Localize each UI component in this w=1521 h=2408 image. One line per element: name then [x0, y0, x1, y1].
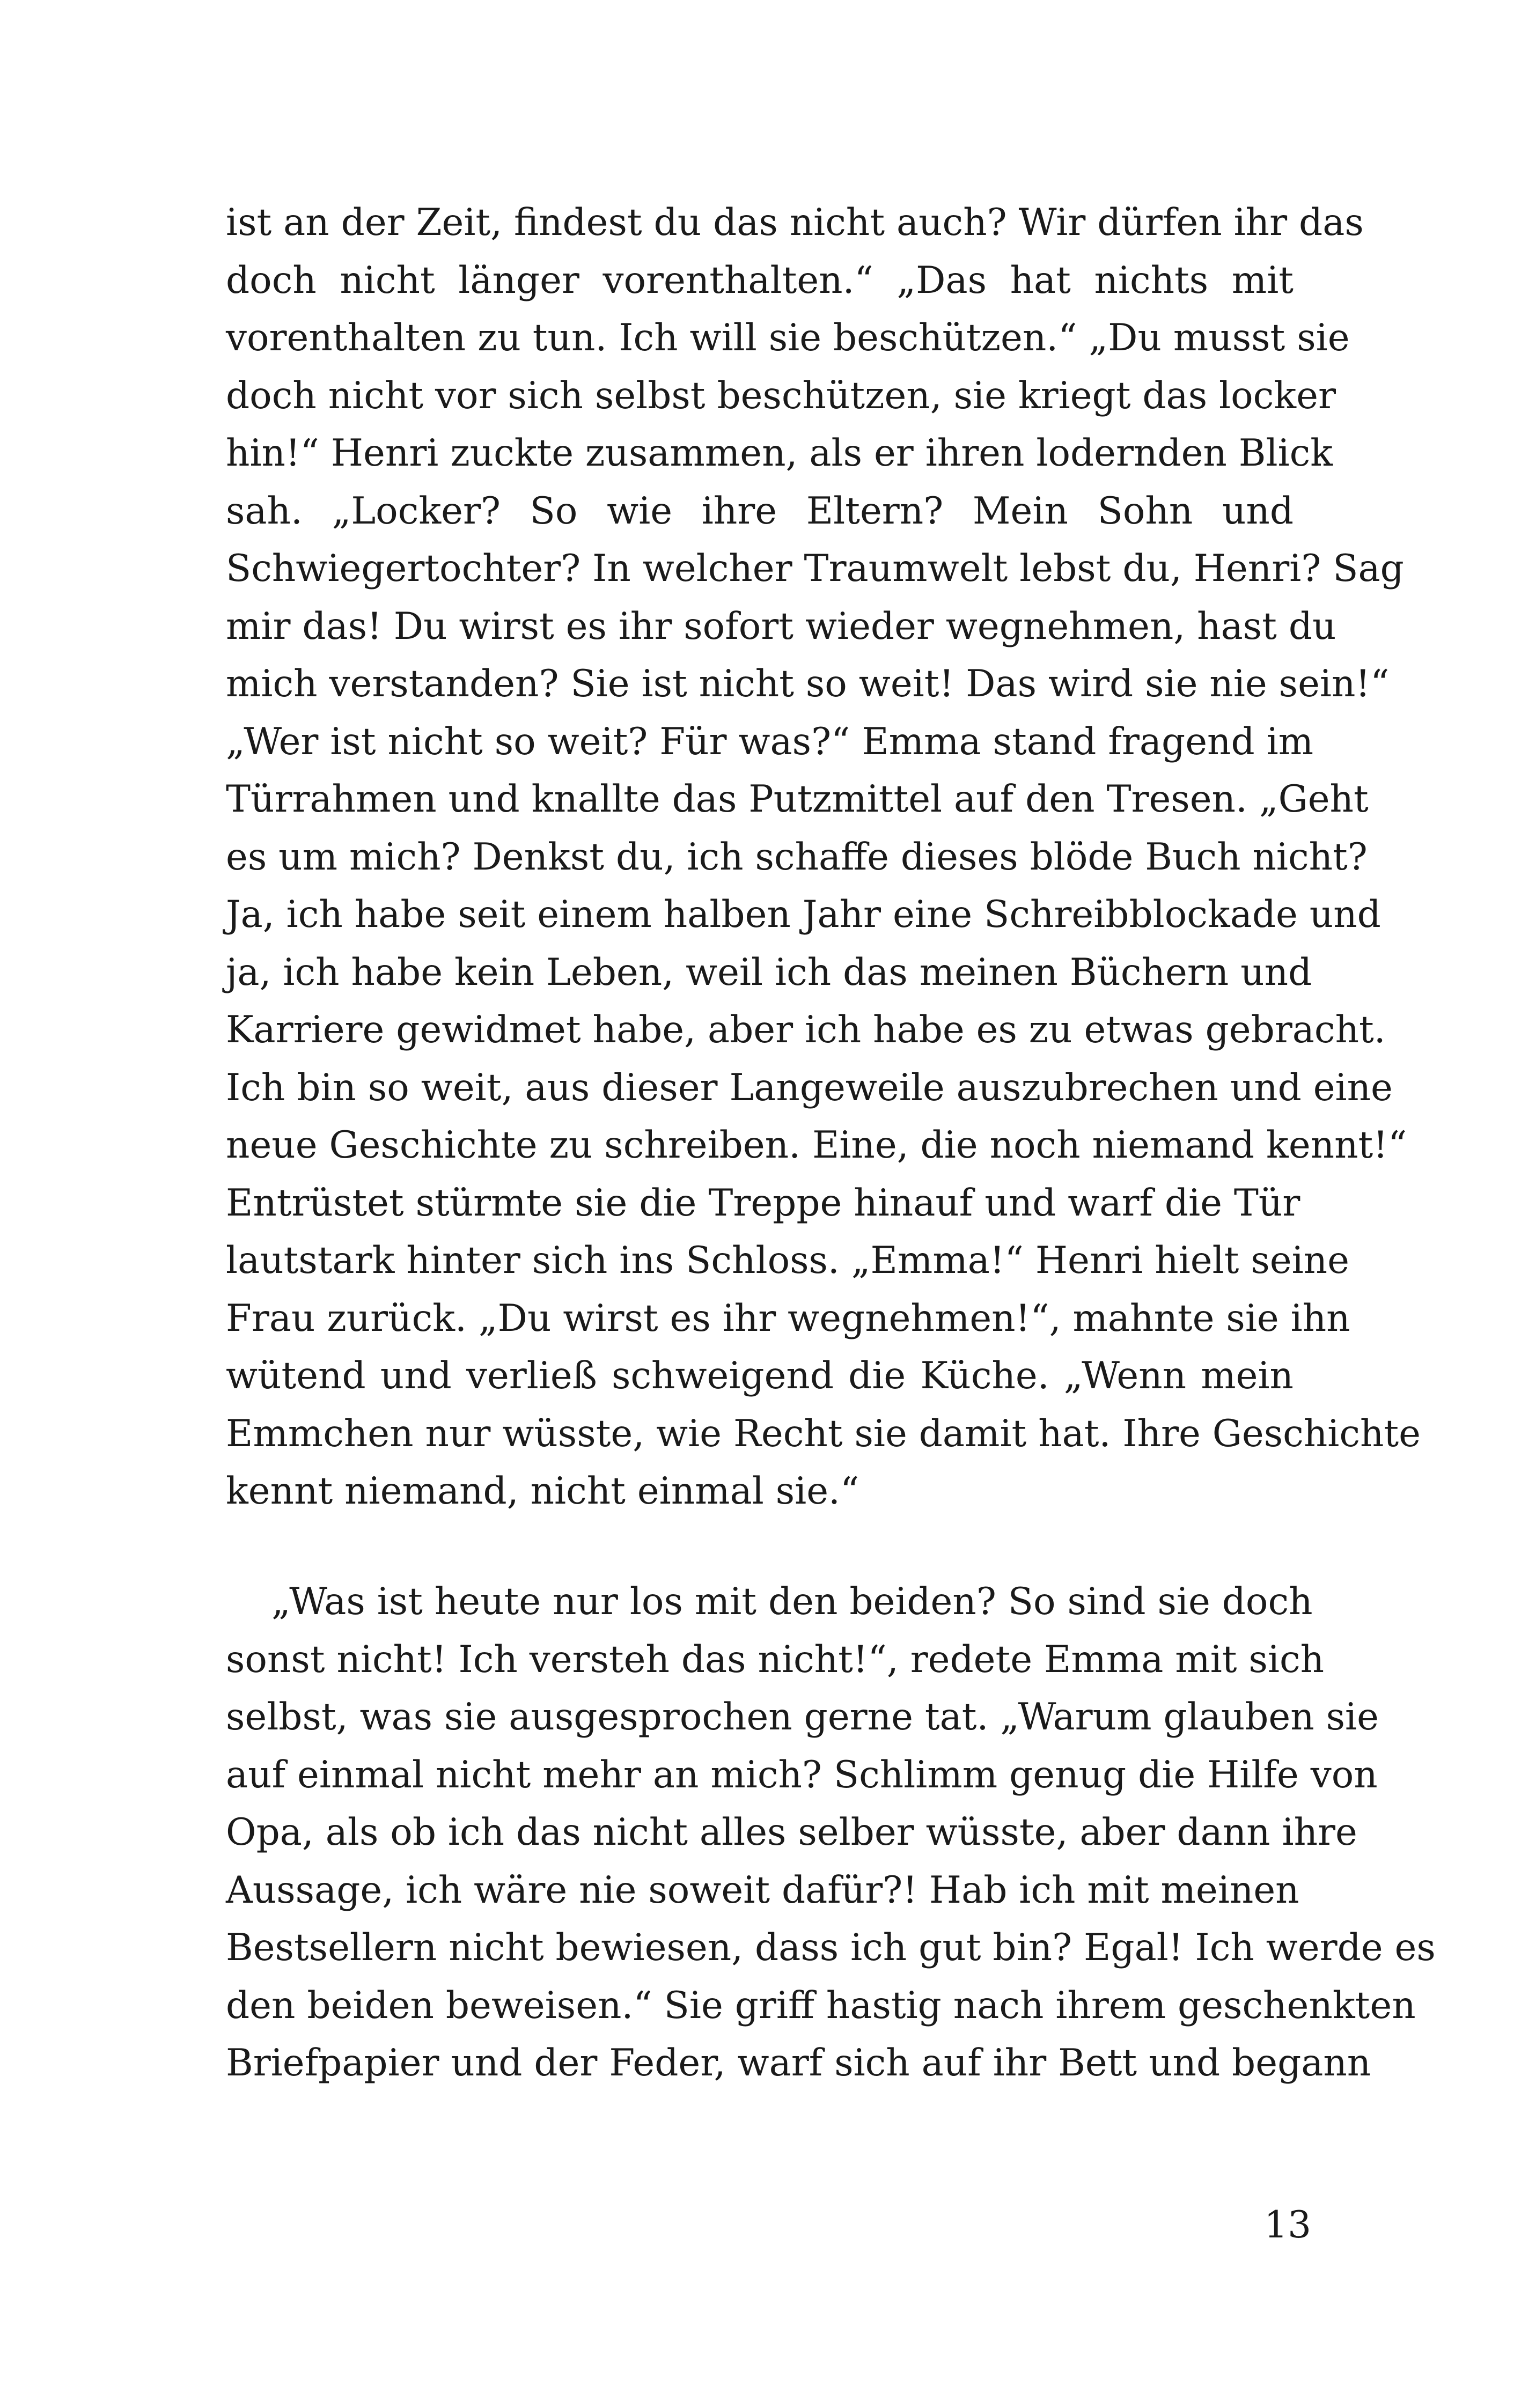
text-line: Karriere gewidmet habe, aber ich habe es zu etwas gebracht. — [226, 1008, 1386, 1051]
text-line: Entrüstet stürmte sie die Treppe hinauf und warf die Tür — [226, 1181, 1300, 1225]
text-line: Aussage, ich wäre nie soweit dafür?! Hab ich mit meinen — [226, 1868, 1299, 1912]
text-line: sah. „Locker? So wie ihre Eltern? Mein Sohn und — [226, 489, 1294, 533]
page-number: 13 — [1264, 2204, 1311, 2247]
text-line: hin!“ Henri zuckte zusammen, als er ihren lodernden Blick — [226, 432, 1333, 475]
text-line: Bestsellern nicht bewiesen, dass ich gut bin? Egal! Ich werde es — [226, 1926, 1436, 1969]
text-line: doch nicht vor sich selbst beschützen, sie kriegt das locker — [226, 374, 1336, 417]
text-line: Opa, als ob ich das nicht alles selber wüsste, aber dann ihre — [226, 1811, 1357, 1854]
text-line: ist an der Zeit, findest du das nicht auch? Wir dürfen ihr das — [226, 201, 1364, 244]
text-line: Emmchen nur wüsste, wie Recht sie damit hat. Ihre Geschichte — [226, 1412, 1421, 1455]
text-line: Türrahmen und knallte das Putzmittel auf den Tresen. „Geht — [226, 778, 1369, 821]
text-line: lautstark hinter sich ins Schloss. „Emma!“ Henri hielt seine — [226, 1239, 1349, 1282]
text-line: Frau zurück. „Du wirst es ihr wegnehmen!“, mahnte sie ihn — [226, 1297, 1350, 1340]
text-line: auf einmal nicht mehr an mich? Schlimm genug die Hilfe von — [226, 1753, 1378, 1796]
text-line: mir das! Du wirst es ihr sofort wieder wegnehmen, hast du — [226, 605, 1336, 648]
text-line: es um mich? Denkst du, ich schaffe dieses blöde Buch nicht? — [226, 835, 1368, 879]
text-line: doch nicht länger vorenthalten.“ „Das hat nichts mit — [226, 259, 1294, 302]
text-line: Briefpapier und der Feder, warf sich auf ihr Bett und begann — [226, 2042, 1371, 2085]
text-line: Ich bin so weit, aus dieser Langeweile auszubrechen und eine — [226, 1066, 1393, 1109]
text-line: Ja, ich habe seit einem halben Jahr eine Schreibblockade und — [226, 893, 1381, 936]
text-line: ja, ich habe kein Leben, weil ich das meinen Büchern und — [226, 951, 1312, 994]
text-line: den beiden beweisen.“ Sie griff hastig nach ihrem geschenkten — [226, 1984, 1416, 2027]
paragraph — [226, 194, 1421, 1521]
text-line: wütend und verließ schweigend die Küche. „Wenn mein — [226, 1354, 1294, 1397]
text-line: selbst, was sie ausgesprochen gerne tat. „Warum glauben sie — [226, 1696, 1379, 1739]
text-line: „Was ist heute nur los mit den beiden? So sind sie doch — [271, 1580, 1313, 1623]
text-line: sonst nicht! Ich versteh das nicht!“, redete Emma mit sich — [226, 1638, 1325, 1681]
text-line: mich verstanden? Sie ist nicht so weit! Das wird sie nie sein!“ — [226, 662, 1390, 705]
text-line: neue Geschichte zu schreiben. Eine, die noch niemand kennt!“ — [226, 1124, 1407, 1167]
text-line: vorenthalten zu tun. Ich will sie beschützen.“ „Du musst sie — [226, 316, 1350, 359]
text-line: kennt niemand, nicht einmal sie.“ — [226, 1470, 859, 1513]
text-line: „Wer ist nicht so weit? Für was?“ Emma stand fragend im — [226, 720, 1314, 763]
text-line: Schwiegertochter? In welcher Traumwelt lebst du, Henri? Sag — [226, 547, 1404, 590]
paragraph — [226, 1573, 1436, 2093]
